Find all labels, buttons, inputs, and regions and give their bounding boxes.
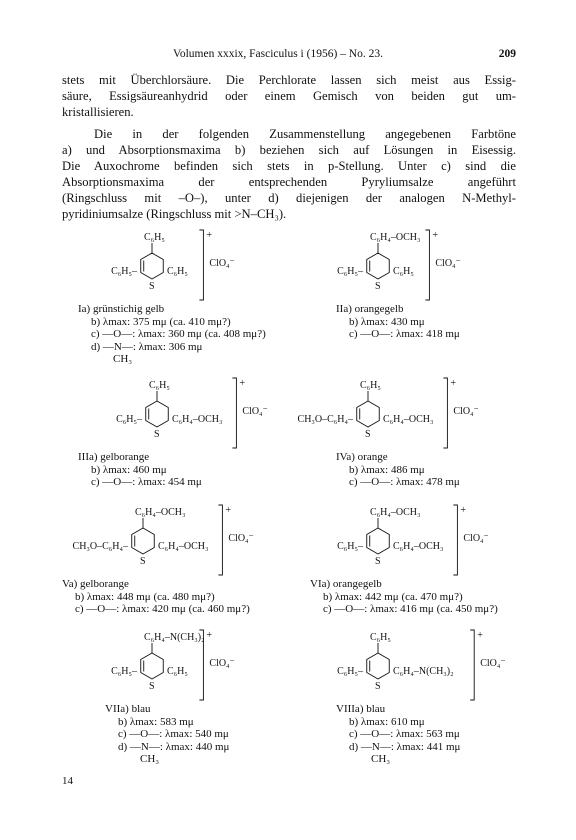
bracket [425, 230, 429, 300]
compound-caption [62, 578, 250, 616]
anion-label: ClO₄⁻ [242, 406, 268, 417]
caption-line-b: b) λmax: 442 mμ (ca. 470 mμ?) [323, 590, 463, 603]
charge-label: + [460, 505, 467, 516]
substituent-left: CH₃O–C₆H₄– [72, 541, 128, 552]
caption-line-a: VIa) orangegelb [310, 578, 382, 590]
heteroatom-label: S [149, 281, 155, 292]
text-line: stets mit Überchlorsäure. Die Perchlorate lassen sich meist aus Essig- [62, 73, 516, 87]
caption-line-a: Ia) grünstichig gelb [78, 303, 165, 315]
bracket [443, 378, 447, 448]
bracket [199, 230, 203, 300]
journal-title: Volumen xxxix, Fasciculus i (1956) – No. 23. [173, 48, 383, 60]
paragraph-2 [62, 126, 516, 222]
caption-line-b: b) λmax: 430 mμ [349, 315, 425, 328]
caption-line-d: d) —N—: λmax: 440 mμ [118, 740, 230, 753]
heteroatom-label: S [149, 681, 155, 692]
text-line: säure, Essigsäureanhydrid oder einem Gemisch von beiden gut um- [62, 89, 516, 103]
caption-line-b: b) λmax: 583 mμ [118, 715, 194, 728]
substituent-left: C₆H₅– [337, 541, 363, 552]
anion-label: ClO₄⁻ [453, 406, 479, 417]
heteroatom-label: S [375, 281, 381, 292]
text-line: kristallisieren. [62, 105, 134, 119]
caption-line-d: d) —N—: λmax: 441 mμ [349, 740, 461, 753]
caption-line-c: c) —O—: λmax: 563 mμ [349, 728, 460, 740]
compound-caption [310, 578, 498, 616]
caption-line-c: c) —O—: λmax: 478 mμ [349, 476, 460, 488]
caption-line-b: b) λmax: 448 mμ (ca. 480 mμ?) [75, 590, 215, 603]
bracket [232, 378, 236, 448]
substituent-right: C₆H₅ [167, 666, 188, 677]
caption-line-a: IIa) orangegelb [336, 303, 404, 315]
caption-line-a: IVa) orange [336, 451, 388, 463]
text-line: a) und Absorptionsmaxima b) beziehen sich auf Lösungen in Eisessig. [62, 143, 516, 157]
substituent-top: C₆H₅ [370, 632, 391, 643]
caption-line-b: b) λmax: 460 mμ [91, 463, 167, 476]
bracket [453, 505, 457, 575]
thiopyrylium-ring [110, 228, 350, 308]
signature-mark: 14 [62, 775, 73, 787]
substituent-right: C₆H₅ [167, 266, 188, 277]
charge-label: + [206, 630, 213, 641]
substituent-right: C₆H₄–OCH₃ [172, 414, 223, 425]
text-line: Absorptionsmaxima der entsprechenden Pyryliumsalze angeführt [62, 175, 516, 189]
substituent-left: C₆H₅– [337, 666, 363, 677]
compound-caption [105, 703, 229, 766]
caption-line-c: c) —O—: λmax: 416 mμ (ca. 450 mμ?) [323, 603, 498, 615]
substituent-left: C₆H₅– [111, 666, 137, 677]
thiopyrylium-ring [336, 628, 576, 708]
caption-line-d-sub: CH₃ [113, 353, 133, 365]
caption-line-b: b) λmax: 375 mμ (ca. 410 mμ?) [91, 315, 231, 328]
caption-line-c: c) —O—: λmax: 540 mμ [118, 728, 229, 740]
substituent-top: C₆H₄–N(CH₃)₂ [144, 632, 205, 643]
anion-label: ClO₄⁻ [209, 258, 235, 269]
caption-line-c: c) —O—: λmax: 420 mμ (ca. 460 mμ?) [75, 603, 250, 615]
substituent-right: C₆H₄–OCH₃ [383, 414, 434, 425]
substituent-top: C₆H₄–OCH₃ [135, 507, 186, 518]
thiopyrylium-ring [72, 503, 315, 583]
caption-line-d-sub: CH₃ [140, 753, 160, 765]
substituent-right: C₆H₅ [393, 266, 414, 277]
text-line: Die Auxochrome befinden sich stets in p-Stellung. Unter c) sind die [62, 159, 516, 173]
text-line: (Ringschluss mit –O–), unter d) diejenigen der analogen N-Methyl- [62, 191, 516, 205]
compound-caption [336, 451, 460, 489]
page-number: 209 [498, 48, 516, 60]
caption-line-d: d) —N—: λmax: 306 mμ [91, 340, 203, 353]
substituent-left: C₆H₅– [116, 414, 142, 425]
anion-label: ClO₄⁻ [463, 533, 489, 544]
caption-line-b: b) λmax: 610 mμ [349, 715, 425, 728]
anion-label: ClO₄⁻ [480, 658, 506, 669]
body-text [62, 72, 516, 222]
thiopyrylium-ring [336, 228, 576, 308]
bracket [470, 630, 474, 700]
charge-label: + [450, 378, 457, 389]
charge-label: + [477, 630, 483, 641]
substituent-top: C₆H₄–OCH₃ [370, 232, 421, 243]
text-line: pyridiniumsalze (Ringschluss mit >N–CH₃). [62, 207, 287, 221]
thiopyrylium-ring [297, 376, 540, 456]
heteroatom-label: S [375, 681, 381, 692]
caption-line-a: Va) gelborange [62, 578, 129, 590]
compound-structure [72, 503, 295, 643]
charge-label: + [206, 230, 213, 241]
compound-structure [336, 503, 556, 643]
caption-line-c: c) —O—: λmax: 454 mμ [91, 476, 202, 488]
substituent-top: C₆H₅ [144, 232, 165, 243]
substituent-left: C₆H₅– [111, 266, 137, 277]
anion-label: ClO₄⁻ [209, 658, 235, 669]
substituent-right: C₆H₄–OCH₃ [158, 541, 209, 552]
compound-structure [297, 376, 520, 516]
heteroatom-label: S [365, 429, 371, 440]
substituent-top: C₆H₅ [360, 380, 381, 391]
bracket [218, 505, 222, 575]
anion-label: ClO₄⁻ [228, 533, 254, 544]
caption-line-c: c) —O—: λmax: 360 mμ (ca. 408 mμ?) [91, 328, 266, 340]
substituent-top: C₆H₄–OCH₃ [370, 507, 421, 518]
caption-line-a: IIIa) gelborange [78, 451, 150, 463]
charge-label: + [432, 230, 439, 241]
text-line: Die in der folgenden Zusammenstellung angegebenen Farbtöne [94, 127, 516, 141]
compound-caption [78, 451, 202, 489]
caption-line-a: VIIIa) blau [336, 703, 386, 715]
compound-caption [78, 303, 266, 366]
caption-line-d-sub: CH₃ [371, 753, 391, 765]
heteroatom-label: S [140, 556, 146, 567]
substituent-left: C₆H₅– [337, 266, 363, 277]
heteroatom-label: S [154, 429, 160, 440]
caption-line-b: b) λmax: 486 mμ [349, 463, 425, 476]
caption-line-c: c) —O—: λmax: 418 mμ [349, 328, 460, 340]
heteroatom-label: S [375, 556, 381, 567]
thiopyrylium-ring [336, 503, 576, 583]
substituent-right: C₆H₄–N(CH₃)₂ [393, 666, 454, 677]
anion-label: ClO₄⁻ [435, 258, 461, 269]
substituent-left: CH₃O–C₆H₄– [297, 414, 353, 425]
paragraph-1 [62, 72, 516, 120]
compound-structure [336, 228, 556, 368]
charge-label: + [239, 378, 246, 389]
compound-caption [336, 303, 460, 341]
charge-label: + [225, 505, 232, 516]
substituent-right: C₆H₄–OCH₃ [393, 541, 444, 552]
caption-line-a: VIIa) blau [105, 703, 151, 715]
compound-caption [336, 703, 460, 766]
substituent-top: C₆H₅ [149, 380, 170, 391]
thiopyrylium-ring [110, 628, 350, 708]
